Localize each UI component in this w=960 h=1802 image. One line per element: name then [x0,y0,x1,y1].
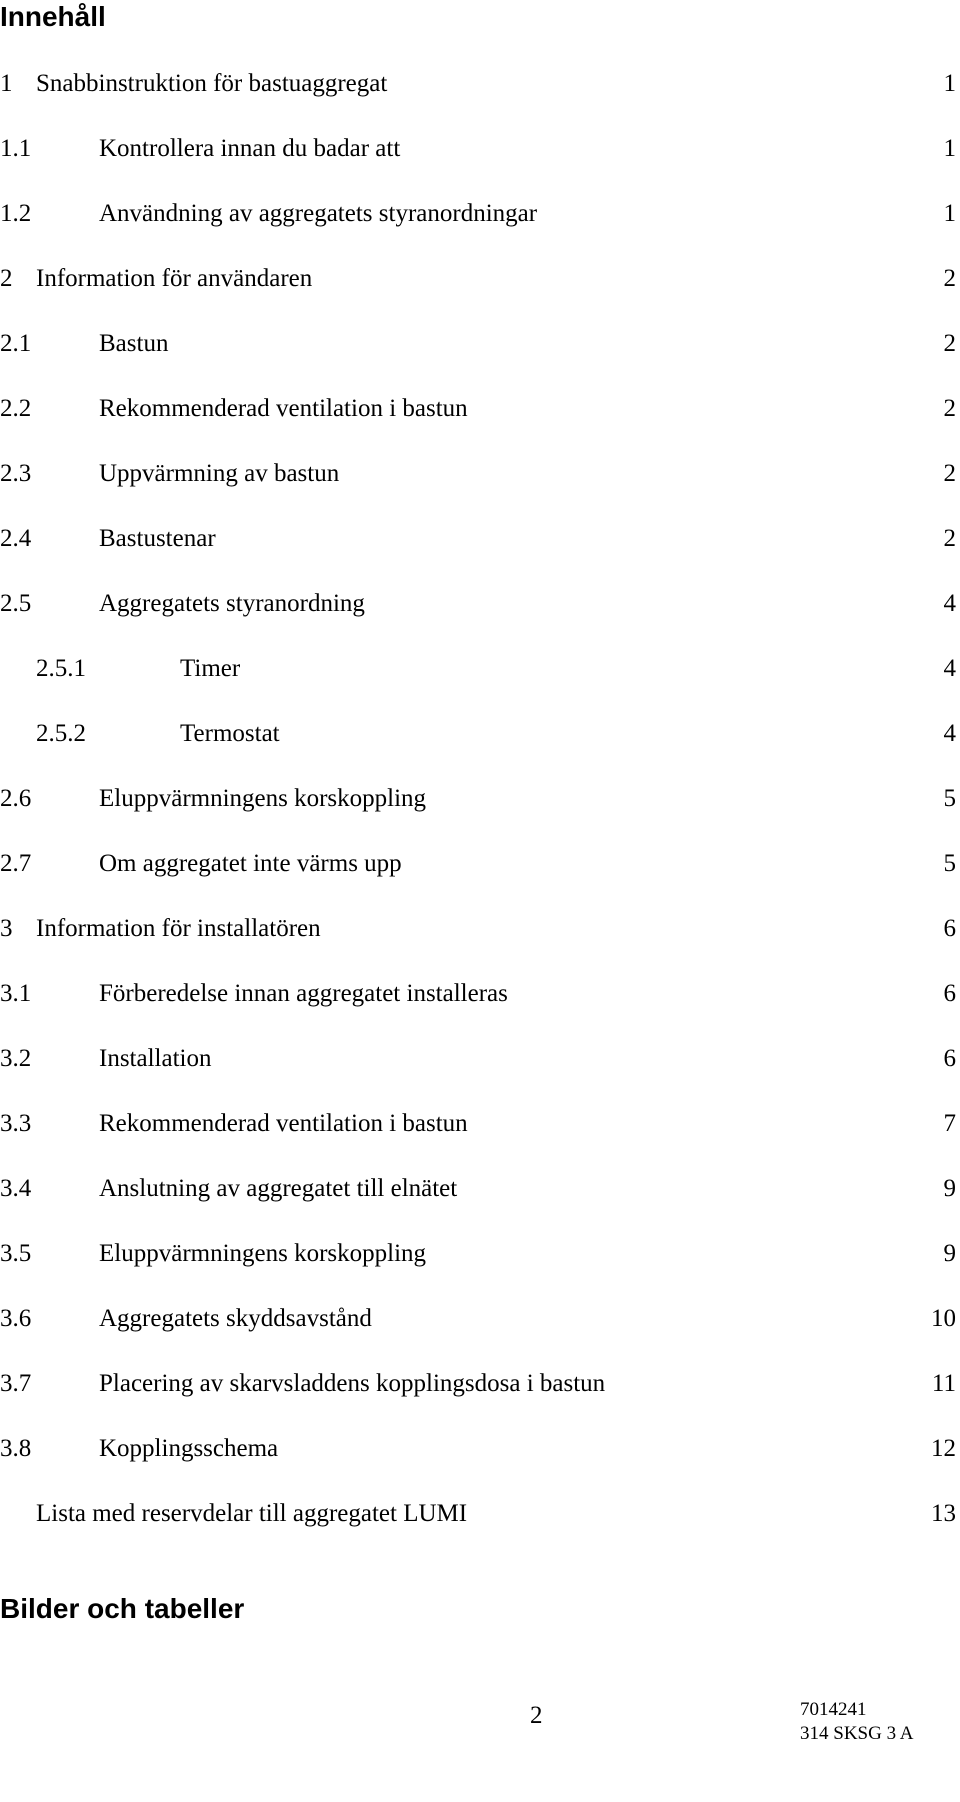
footer-doc-code: 7014241 [800,1699,867,1720]
toc-entry-title: Bastustenar [99,525,216,552]
toc-entry[interactable] [0,651,956,687]
toc-entry-title: Bastun [99,330,169,357]
toc-entry[interactable] [0,1106,956,1142]
toc-entry[interactable] [0,1301,956,1337]
toc-entry-title: Installation [99,1045,212,1072]
toc-entry-title: Aggregatets skyddsavstånd [99,1305,372,1332]
footer-doc-version: 314 SKSG 3 A [800,1723,914,1744]
toc-entry-page: 13 [931,1500,956,1527]
toc-entry-page: 12 [931,1435,956,1462]
toc-entry-title: Användning av aggregatets styranordningar [99,200,538,227]
toc-entry-number: 2.2 [0,395,32,422]
toc-entry[interactable] [0,131,956,167]
toc-entry-title: Information för installatören [36,915,321,942]
toc-entry-page: 1 [943,200,956,227]
toc-entry-number: 3.8 [0,1435,32,1462]
toc-entry-title: Uppvärmning av bastun [99,460,340,487]
toc-entry-title: Kopplingsschema [99,1435,279,1462]
toc-heading: Innehåll [0,1,106,32]
toc-entry[interactable] [0,716,956,752]
toc-entry[interactable] [0,911,956,947]
toc-entry-title: Eluppvärmningens korskoppling [99,785,427,812]
toc-entry-page: 5 [943,785,956,812]
toc-entry-number: 2.3 [0,460,32,487]
toc-entry-number: 3.7 [0,1370,32,1397]
toc-entry-title: Aggregatets styranordning [99,590,365,617]
toc-entry-title: Eluppvärmningens korskoppling [99,1240,427,1267]
toc-entry-number: 2.5.1 [36,655,86,682]
toc-entry-number: 3.2 [0,1045,32,1072]
toc-entry-title: Placering av skarvsladdens kopplingsdosa i bastun [99,1370,606,1397]
toc-entry[interactable] [0,261,956,297]
toc-entry-title: Termostat [180,720,280,747]
toc-entry-page: 6 [943,980,956,1007]
toc-entry-number: 1.2 [0,200,32,227]
toc-entry-number: 1.1 [0,135,32,162]
toc-entry-page: 6 [943,1045,956,1072]
toc-entry-number: 3.1 [0,980,32,1007]
toc-entry-page: 10 [931,1305,956,1332]
toc-entry[interactable] [0,846,956,882]
toc-entry-number: 2.7 [0,850,32,877]
toc-entry[interactable] [0,391,956,427]
toc-entry[interactable] [0,586,956,622]
toc-entry[interactable] [0,66,956,102]
toc-entry[interactable] [0,976,956,1012]
toc-entry[interactable] [0,1236,956,1272]
toc-entry-page: 1 [943,135,956,162]
toc-entry[interactable] [0,781,956,817]
toc-entry-title: Lista med reservdelar till aggregatet LUMI [36,1500,468,1527]
toc-entry-title: Snabbinstruktion för bastuaggregat [36,70,388,97]
toc-entry[interactable] [0,1431,956,1467]
toc-entry-title: Rekommenderad ventilation i bastun [99,395,468,422]
toc-entry-number: 2.4 [0,525,32,552]
toc-entry-number: 3.6 [0,1305,32,1332]
toc-entry-title: Information för användaren [36,265,313,292]
toc-entry[interactable] [0,456,956,492]
page-footer [0,1698,960,1802]
toc-entry-title: Anslutning av aggregatet till elnätet [99,1175,458,1202]
toc-entry[interactable] [0,521,956,557]
footer-page-number: 2 [530,1702,543,1729]
toc-entry-title: Rekommenderad ventilation i bastun [99,1110,468,1137]
toc-entry[interactable] [0,1171,956,1207]
toc-entry-page: 2 [943,330,956,357]
toc-entry-page: 7 [943,1110,956,1137]
toc-entry-title: Om aggregatet inte värms upp [99,850,402,877]
toc-entry-page: 2 [943,525,956,552]
toc-entry-number: 1 [0,70,13,97]
toc-entry[interactable] [0,1496,956,1532]
toc-entry-number: 2 [0,265,13,292]
toc-entry[interactable] [0,1366,956,1402]
toc-entry-number: 3 [0,915,13,942]
toc-entry-page: 9 [943,1175,956,1202]
toc-entry-page: 4 [943,655,956,682]
toc-entry-title: Kontrollera innan du badar att [99,135,401,162]
toc-entry-number: 2.1 [0,330,32,357]
toc-entry-number: 2.5.2 [36,720,86,747]
toc-entry-number: 2.6 [0,785,32,812]
toc-entry-title: Timer [180,655,241,682]
toc-entry-page: 2 [943,395,956,422]
toc-entry-page: 2 [943,460,956,487]
toc-entry-number: 3.4 [0,1175,32,1202]
toc-entry-number: 3.3 [0,1110,32,1137]
toc-entry[interactable] [0,196,956,232]
toc-entry-page: 4 [943,590,956,617]
toc-entry-page: 9 [943,1240,956,1267]
toc-entry[interactable] [0,1041,956,1077]
toc-entry-title: Förberedelse innan aggregatet installeras [99,980,508,1007]
toc-entry-page: 6 [943,915,956,942]
toc-entry-number: 2.5 [0,590,32,617]
toc-entry-page: 2 [943,265,956,292]
toc-entry-page: 11 [931,1370,956,1397]
toc-entry[interactable] [0,326,956,362]
figures-heading: Bilder och tabeller [0,1593,245,1624]
toc-entry-page: 4 [943,720,956,747]
toc-entry-page: 5 [943,850,956,877]
toc-entry-page: 1 [943,70,956,97]
toc-entry-number: 3.5 [0,1240,32,1267]
